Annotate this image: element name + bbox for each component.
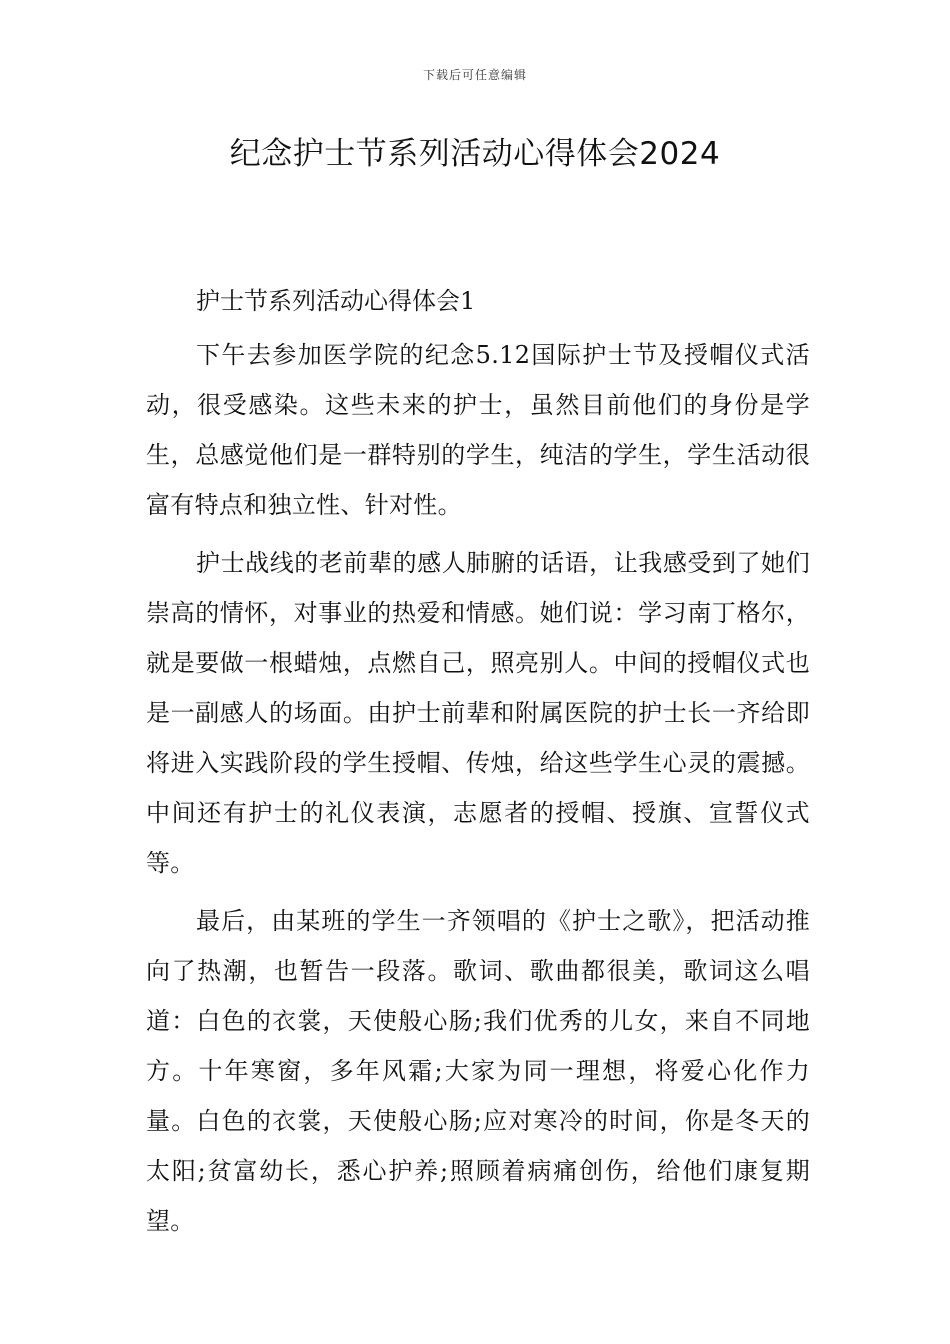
header-note: 下载后可任意编辑 — [422, 68, 527, 82]
paragraph-3: 最后，由某班的学生一齐领唱的《护士之歌》，把活动推向了热潮，也暂告一段落。歌词、歌曲都很美，歌词这么唱道：白色的衣裳，天使般心肠;我们优秀的儿女，来自不同地方。十年寒窗，多年风霜;大家为同一理想，将爱心化作力量。白色的衣裳，天使般心肠;应对寒冷的时间，你是冬天的太阳;贫富幼长，悉心护养;照顾着病痛创伤，给他们康复期望。 — [146, 907, 810, 1235]
section-title: 护士节系列活动心得体会1 — [196, 287, 476, 315]
document-body — [146, 280, 810, 1246]
document-title: 纪念护士节系列活动心得体会2024 — [229, 136, 721, 172]
paragraph-1: 下午去参加医学院的纪念5.12国际护士节及授帽仪式活动，很受感染。这些未来的护士，虽然目前他们的身份是学生，总感觉他们是一群特别的学生，纯洁的学生，学生活动很富有特点和独立性、针对性。 — [146, 341, 810, 519]
paragraph-2: 护士战线的老前辈的感人肺腑的话语，让我感受到了她们崇高的情怀，对事业的热爱和情感。她们说：学习南丁格尔，就是要做一根蜡烛，点燃自己，照亮别人。中间的授帽仪式也是一副感人的场面。由护士前辈和附属医院的护士长一齐给即将进入实践阶段的学生授帽、传烛，给这些学生心灵的震撼。中间还有护士的礼仪表演，志愿者的授帽、授旗、宣誓仪式等。 — [146, 549, 810, 877]
